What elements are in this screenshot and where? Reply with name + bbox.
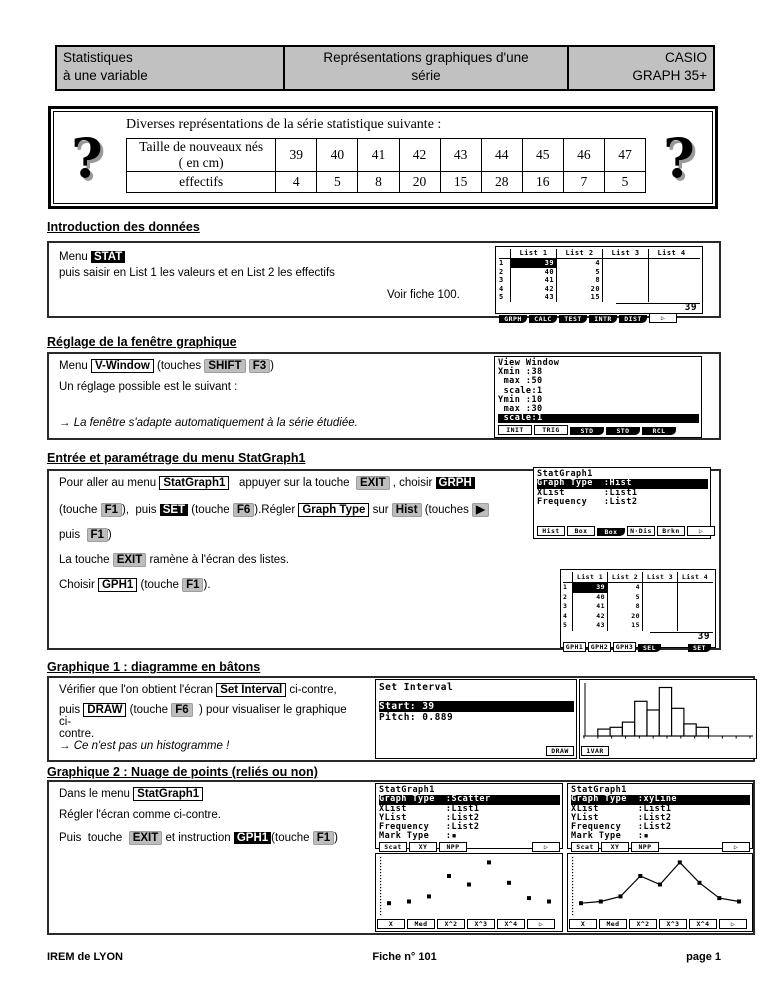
instruction-box-5	[47, 780, 755, 935]
text-segment: (touches	[153, 360, 205, 372]
list-cell: 8	[607, 602, 642, 612]
fkey-▷: ▷	[719, 919, 747, 930]
list-row	[563, 593, 713, 603]
list-cell: 15	[607, 621, 642, 631]
page-footer	[47, 951, 721, 963]
page-title-line2: série	[411, 67, 441, 83]
text-segment: ramène à l'écran des listes.	[146, 554, 290, 566]
fkey-▷: ▷	[687, 526, 715, 537]
lcd-line: Ymin :10	[498, 394, 543, 405]
footer-sheet-number: Fiche n° 101	[372, 951, 437, 963]
fkey-XY: XY	[601, 842, 629, 853]
instruction-box-2	[47, 352, 721, 440]
instruction-line	[59, 477, 529, 489]
lcd-line: max :30	[498, 404, 543, 415]
list-cell: 1	[563, 583, 568, 591]
lcd-line: Xmin :38	[498, 367, 543, 378]
fkey-DIST: DIST	[619, 315, 647, 324]
instruction-box-1	[47, 241, 721, 323]
effectif-cell: 8	[358, 172, 399, 193]
fkey-▷: ▷	[649, 313, 677, 324]
list-cell: 43	[510, 293, 556, 302]
text-segment: ) pour visualiser le graphique ci-	[59, 704, 350, 728]
fkey-N·Dis: N·Dis	[627, 526, 655, 537]
fkey-▷: ▷	[527, 919, 555, 930]
fkey-Box: Box	[567, 526, 595, 537]
header-cell-title	[283, 47, 569, 89]
data-table	[126, 138, 646, 193]
header-table	[55, 45, 715, 91]
fkey-Scat: Scat	[379, 842, 407, 853]
key-label-grph: GRPH	[436, 477, 475, 489]
fkey-SEL: SEL	[638, 644, 661, 653]
fkey-▷: ▷	[532, 842, 560, 853]
list-cell: 5	[556, 268, 602, 277]
text-segment: ).Régler	[254, 504, 299, 516]
effectif-cell: 28	[481, 172, 522, 193]
function-key-row	[569, 919, 751, 931]
text-segment: appuyer sur la touche	[229, 477, 356, 489]
fkey-Brkn: Brkn	[657, 526, 685, 537]
key-label-statgraph1: StatGraph1	[133, 787, 203, 801]
graph-type-line: Graph Type :Hist	[537, 479, 708, 488]
fkey-CALC: CALC	[529, 315, 557, 324]
section-heading-intro-donnees: Introduction des données	[47, 220, 200, 234]
fkey-X^2: X^2	[629, 919, 657, 930]
statgraph-settings	[537, 489, 708, 508]
list1-header: List 1	[510, 249, 556, 258]
lcd-screen-statgraph-xyline	[567, 783, 753, 849]
list-header-row	[499, 249, 700, 259]
text-segment: ).	[203, 579, 211, 591]
row-label-tailles: Taille de nouveaux nés ( en cm)	[127, 139, 276, 172]
function-key-row	[571, 842, 750, 854]
xyline-plot	[569, 855, 751, 917]
taille-cell: 43	[440, 139, 481, 172]
key-label-set: SET	[160, 504, 188, 516]
key-label-exit: EXIT	[356, 476, 390, 490]
fkey-X: X	[377, 919, 405, 930]
graph-type-line: Graph Type :Scatter	[379, 795, 560, 804]
function-key-row	[379, 842, 560, 854]
list-cell: 1	[499, 259, 504, 267]
fkey-SET: SET	[688, 644, 711, 653]
list-row	[499, 259, 700, 268]
taille-cell: 39	[276, 139, 317, 172]
lcd-line: Frequency :List2	[571, 822, 672, 833]
list1-header: List 1	[572, 572, 607, 582]
function-key-row	[498, 425, 699, 437]
key-label-set interval: Set Interval	[216, 683, 286, 697]
text-segment: ci-contre,	[286, 684, 337, 696]
lcd-line: YList :List2	[571, 812, 672, 823]
list-cell: 15	[556, 293, 602, 302]
list-cell: 39	[510, 259, 556, 268]
text-segment: La touche	[59, 554, 113, 566]
list-cell: 4	[556, 259, 602, 268]
key-label-statgraph1: StatGraph1	[159, 476, 229, 490]
start-line: Start: 39	[379, 701, 574, 712]
text-segment: Puis touche	[59, 832, 129, 844]
list-cell	[642, 621, 677, 631]
list-cell: 43	[572, 621, 607, 631]
table-row-tailles	[127, 139, 646, 172]
list-row	[499, 268, 700, 277]
list-cell	[648, 276, 694, 285]
fkey-DRAW: DRAW	[546, 746, 574, 757]
lcd-screen-scatter-plot	[375, 853, 563, 932]
effectif-cell: 15	[440, 172, 481, 193]
lcd-screen-xyline-plot	[567, 853, 753, 932]
list-cell	[602, 293, 648, 302]
taille-cell: 46	[563, 139, 604, 172]
text-segment: (touche	[126, 704, 172, 716]
text-segment: (touche	[137, 579, 183, 591]
instruction-line	[59, 684, 359, 696]
footer-page-number: page 1	[686, 951, 721, 963]
list-row	[563, 621, 713, 631]
scatter-plot	[377, 855, 561, 917]
text-segment: puis saisir en List 1 les valeurs et en List 2 les effectifs	[59, 267, 335, 279]
selected-cell-value: 39	[563, 631, 713, 642]
fkey-GPH1: GPH1	[563, 642, 586, 653]
fkey-GPH2: GPH2	[588, 642, 611, 653]
text-segment: )	[334, 832, 338, 844]
instruction-box-3	[47, 469, 721, 650]
key-label-exit: EXIT	[113, 553, 147, 567]
list-cell: 20	[607, 612, 642, 622]
taille-cell: 40	[317, 139, 358, 172]
taille-cell: 44	[481, 139, 522, 172]
function-key-row	[379, 746, 574, 758]
header-topic-line1: Statistiques	[63, 50, 133, 65]
fkey-X^2: X^2	[437, 919, 465, 930]
text-segment: puis	[59, 704, 84, 716]
key-label-exit: EXIT	[129, 831, 163, 845]
taille-cell: 45	[522, 139, 563, 172]
lcd-line: Mark Type :▪	[571, 831, 650, 842]
text-segment: et instruction	[162, 832, 234, 844]
function-key-row	[537, 526, 708, 538]
header-cell-device	[569, 47, 713, 89]
text-segment: (touche	[271, 832, 313, 844]
list-cell	[677, 593, 712, 603]
list-cell	[648, 268, 694, 277]
list-cell	[642, 583, 677, 593]
list-cell: 4	[499, 284, 504, 293]
list-cell: 5	[563, 621, 568, 630]
lcd-line: Frequency :List2	[379, 822, 480, 833]
text-segment: Menu	[59, 251, 91, 263]
lcd-screen-stat-list-graph	[560, 569, 716, 652]
graph-type-line: Graph Type :xyLine	[571, 795, 750, 804]
list-cell	[677, 602, 712, 612]
text-segment: → Ce n'est pas un histogramme !	[59, 740, 230, 752]
list-cell	[648, 293, 694, 302]
function-key-row	[563, 642, 713, 654]
key-label-f1: F1	[87, 528, 108, 542]
instruction-line	[59, 704, 359, 728]
list-rows	[499, 259, 700, 302]
list-cell	[642, 612, 677, 622]
list-cell	[602, 276, 648, 285]
header-cell-topic	[57, 47, 283, 89]
list-row	[563, 583, 713, 593]
text-segment: ), puis	[121, 504, 160, 516]
device-brand: CASIO	[664, 50, 707, 65]
text-segment: (touches	[421, 504, 473, 516]
fkey-X^4: X^4	[689, 919, 717, 930]
lcd-screen-statgraph-hist	[533, 467, 711, 539]
instruction-line	[59, 502, 529, 516]
effectif-cell: 16	[522, 172, 563, 193]
key-label-f6: F6	[233, 503, 254, 517]
list3-header: List 3	[642, 572, 677, 582]
function-key-row	[377, 919, 561, 931]
question-mark-left: ?	[71, 125, 103, 190]
lcd-screen-histogram	[579, 679, 757, 759]
key-label-▶: ▶	[472, 503, 489, 517]
list-row	[563, 602, 713, 612]
fkey-STD: STD	[570, 427, 604, 436]
key-label-gph1: GPH1	[98, 578, 137, 592]
section-heading-graphique1: Graphique 1 : diagramme en bâtons	[47, 660, 261, 674]
key-label-draw: DRAW	[83, 703, 126, 717]
text-segment: , choisir	[389, 477, 436, 489]
lcd-screen-vwindow	[494, 356, 702, 438]
function-key-row	[499, 313, 700, 325]
list-cell	[677, 612, 712, 622]
fkey-TRIG: TRIG	[534, 425, 568, 436]
fkey-GPH3: GPH3	[613, 642, 636, 653]
pitch-line	[379, 712, 574, 723]
text-segment: sur	[369, 504, 392, 516]
list-row	[499, 293, 700, 302]
key-label-f6: F6	[171, 703, 192, 717]
list-cell: 41	[572, 602, 607, 612]
list-cell	[602, 268, 648, 277]
section-heading-fenetre: Réglage de la fenêtre graphique	[47, 335, 237, 349]
lcd-screen-stat-list	[495, 246, 703, 323]
footer-author: IREM de LYON	[47, 951, 123, 963]
vwindow-values	[498, 368, 699, 414]
text-segment: contre.	[59, 728, 95, 740]
key-label-stat: STAT	[91, 251, 125, 263]
list-cell: 5	[499, 293, 504, 302]
fkey-1VAR: 1VAR	[581, 746, 609, 757]
taille-cell: 47	[604, 139, 645, 172]
key-label-f1: F1	[101, 503, 122, 517]
fkey-Med: Med	[407, 919, 435, 930]
text-segment: Vérifier que l'on obtient l'écran	[59, 684, 217, 696]
intro-box-inner	[53, 111, 713, 204]
list-cell: 40	[510, 268, 556, 277]
section-heading-statgraph1: Entrée et paramétrage du menu StatGraph1	[47, 451, 306, 465]
fkey-INIT: INIT	[498, 425, 532, 436]
fkey-NPP: NPP	[631, 842, 659, 853]
function-key-row	[581, 746, 755, 758]
see-sheet-note: Voir fiche 100.	[387, 289, 460, 301]
key-label-gph1: GPH1	[234, 832, 271, 844]
lcd-screen-set-interval	[375, 679, 577, 759]
fkey-XY: XY	[409, 842, 437, 853]
question-mark-right: ?	[663, 125, 695, 190]
list-cell: 8	[556, 276, 602, 285]
list-row	[563, 612, 713, 622]
intro-box	[48, 106, 718, 209]
key-label-f1: F1	[182, 578, 203, 592]
text-segment: Un réglage possible est le suivant :	[59, 381, 238, 393]
text-segment: Choisir	[59, 579, 98, 591]
row-label-effectifs: effectifs	[127, 172, 276, 193]
lcd-line: XList :List1	[537, 487, 638, 498]
fkey-Hist: Hist	[537, 526, 565, 537]
list-cell: 4	[607, 583, 642, 593]
list2-header: List 2	[607, 572, 642, 582]
instruction-line	[59, 554, 709, 566]
list-rows	[563, 583, 713, 631]
text-segment: Menu	[59, 360, 91, 372]
fkey-X: X	[569, 919, 597, 930]
key-label-graph type: Graph Type	[298, 503, 369, 517]
lcd-line: Frequency :List2	[537, 496, 638, 507]
table-row-effectifs	[127, 172, 646, 193]
list-cell	[648, 285, 694, 294]
lcd-line: scale:1	[498, 385, 543, 396]
instruction-box-4	[47, 676, 755, 762]
key-label-hist: Hist	[392, 503, 422, 517]
key-label-f1: F1	[313, 831, 334, 845]
list-cell: 2	[563, 592, 568, 601]
list-cell: 20	[556, 285, 602, 294]
list-cell	[648, 259, 694, 268]
text-segment: Pour aller au menu	[59, 477, 160, 489]
fkey-▷: ▷	[722, 842, 750, 853]
list-cell: 3	[499, 276, 504, 285]
fkey-X^4: X^4	[497, 919, 525, 930]
list4-header: List 4	[677, 572, 712, 582]
key-label-v-window: V-Window	[91, 359, 154, 373]
list-cell: 2	[499, 267, 504, 276]
fkey-Med: Med	[599, 919, 627, 930]
fkey-Box: Box	[597, 528, 625, 537]
list4-header: List 4	[648, 249, 694, 258]
text-segment: (touche	[59, 504, 101, 516]
lcd-line: YList :List2	[379, 812, 480, 823]
fkey-RCL: RCL	[642, 427, 676, 436]
vwindow-title: View Window	[498, 358, 560, 368]
lcd-line: XList :List1	[379, 803, 480, 814]
list-cell	[677, 583, 712, 593]
section-heading-graphique2: Graphique 2 : Nuage de points (reliés ou non)	[47, 765, 318, 779]
text-segment: )	[270, 360, 275, 372]
page-title-line1: Représentations graphiques d'une	[323, 50, 529, 65]
lcd-line: XList :List1	[571, 803, 672, 814]
effectif-cell: 7	[563, 172, 604, 193]
header-topic-line2: à une variable	[63, 67, 148, 83]
list-cell: 41	[510, 276, 556, 285]
intro-caption: Diverses représentations de la série statistique suivante :	[126, 117, 442, 132]
effectif-cell: 20	[399, 172, 440, 193]
selected-cell-value: 39	[499, 302, 700, 313]
list-row	[499, 285, 700, 294]
text-segment: Régler l'écran comme ci-contre.	[59, 809, 221, 821]
fkey-Scat: Scat	[571, 842, 599, 853]
list-cell	[642, 602, 677, 612]
statgraph-settings	[571, 805, 750, 842]
text-segment: )	[107, 529, 112, 541]
list-cell	[677, 621, 712, 631]
statgraph-settings	[379, 805, 560, 842]
list-cell: 42	[510, 285, 556, 294]
list-cell: 3	[563, 602, 568, 611]
fkey-X^3: X^3	[659, 919, 687, 930]
fkey-X^3: X^3	[467, 919, 495, 930]
list-row	[499, 276, 700, 285]
effectif-cell: 5	[604, 172, 645, 193]
fkey-GRPH: GRPH	[499, 315, 527, 324]
taille-cell: 41	[358, 139, 399, 172]
list3-header: List 3	[602, 249, 648, 258]
fkey-INTR: INTR	[589, 315, 617, 324]
text-segment: puis	[59, 529, 87, 541]
list2-header: List 2	[556, 249, 602, 258]
lcd-screen-statgraph-scatter	[375, 783, 563, 849]
text-segment: Dans le menu	[59, 788, 134, 800]
effectif-cell: 4	[276, 172, 317, 193]
statgraph-title: StatGraph1	[571, 785, 627, 795]
list-cell	[642, 593, 677, 603]
key-label-f3: F3	[249, 359, 270, 373]
lcd-line: Pitch: 0.889	[379, 712, 454, 723]
set-interval-title: Set Interval	[379, 682, 454, 693]
list-cell	[602, 285, 648, 294]
list-cell	[602, 259, 648, 268]
histogram-plot	[581, 681, 755, 743]
list-cell: 5	[607, 593, 642, 603]
effectif-cell: 5	[317, 172, 358, 193]
key-label-shift: SHIFT	[204, 359, 245, 373]
list-cell: 42	[572, 612, 607, 622]
fkey-NPP: NPP	[439, 842, 467, 853]
fkey-STO: STO	[606, 427, 640, 436]
lcd-line: max :50	[498, 376, 543, 387]
text-segment: → La fenêtre s'adapte automatiquement à la série étudiée.	[59, 417, 358, 429]
text-segment: (touche	[188, 504, 233, 516]
list-header-row	[563, 572, 713, 583]
list-cell: 40	[572, 593, 607, 603]
taille-cell: 42	[399, 139, 440, 172]
device-model: GRAPH 35+	[632, 67, 707, 83]
statgraph-title: StatGraph1	[537, 469, 593, 479]
vwindow-selected-line: scale:1	[498, 414, 699, 423]
list-cell: 39	[572, 583, 607, 593]
fkey-TEST: TEST	[559, 315, 587, 324]
intro-content	[120, 112, 646, 203]
list-cell: 4	[563, 611, 568, 620]
statgraph-title: StatGraph1	[379, 785, 435, 795]
lcd-line: Mark Type :▪	[379, 831, 458, 842]
